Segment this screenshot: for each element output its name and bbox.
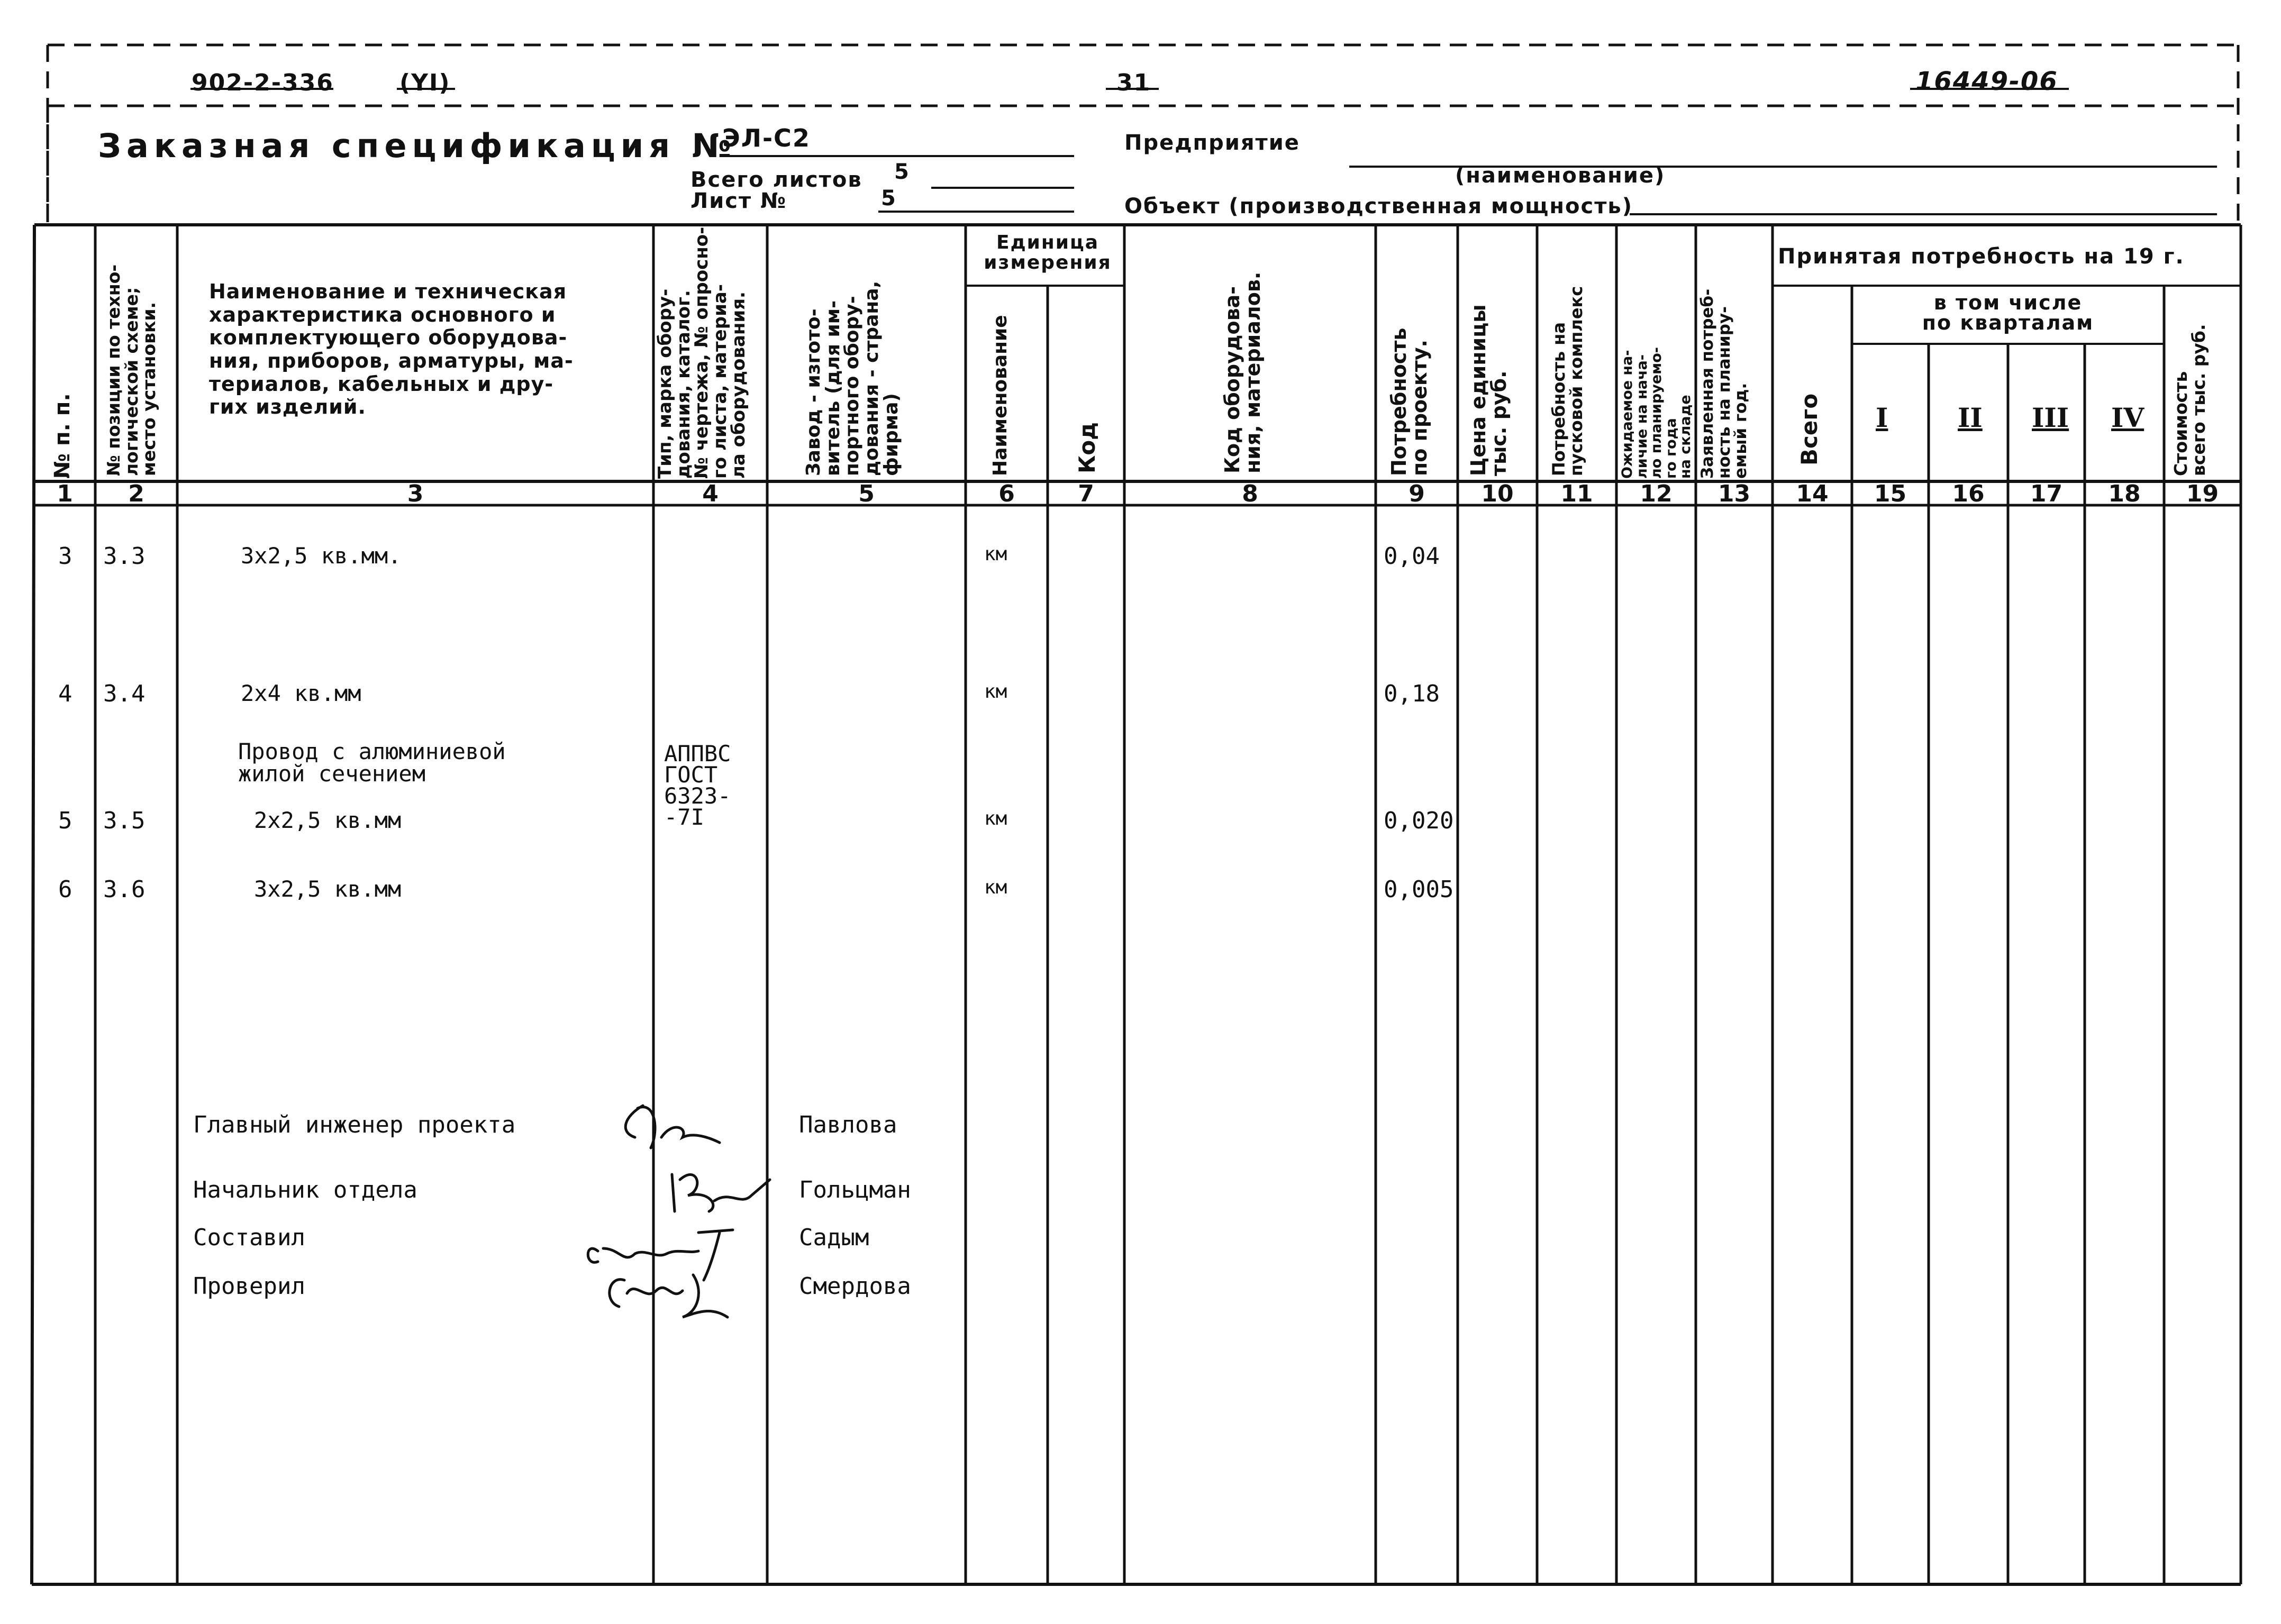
column-number: 10 bbox=[1481, 480, 1514, 507]
header-col3: Наименование и техническая характеристика основного и комплектующего оборудова- ния, приборов, арматуры, ма- териалов, кабельных и дру- гих изделий. bbox=[209, 280, 574, 419]
header-col11: Потребность на пусковой комплекс bbox=[1549, 286, 1586, 476]
row-number: 3 bbox=[58, 543, 72, 570]
row-name: 3х2,5 кв.мм. bbox=[241, 543, 402, 569]
row-quantity: 0,020 bbox=[1384, 807, 1454, 834]
signature-role: Начальник отдела bbox=[193, 1176, 417, 1203]
page-number: 31 bbox=[1116, 69, 1151, 96]
wire-group-label: Провод с алюминиевой жилой сечением bbox=[238, 738, 506, 787]
header-col6: Наименование bbox=[989, 315, 1011, 476]
signature-role: Главный инженер проекта bbox=[193, 1111, 516, 1138]
header-col1: № п. п. bbox=[50, 393, 75, 479]
signature-role: Составил bbox=[193, 1224, 305, 1251]
row-unit: км bbox=[984, 877, 1007, 898]
wire-type-spec: АППВС ГОСТ 6323- -7I bbox=[664, 741, 731, 830]
header-col10: Цена единицы тыс. руб. bbox=[1467, 304, 1511, 476]
header-quarter-2: II bbox=[1958, 402, 1983, 433]
album-number: (YI) bbox=[399, 69, 451, 96]
column-number: 1 bbox=[57, 480, 73, 507]
row-name: 3х2,5 кв.мм bbox=[254, 876, 402, 902]
total-sheets-value: 5 bbox=[894, 160, 910, 184]
header-col5: Завод - изгото- витель (для им- портного обору- дования - страна, фирма) bbox=[803, 280, 902, 476]
doc-code: 902-2-336 bbox=[192, 69, 334, 96]
object-label: Объект (производственная мощность) bbox=[1124, 194, 1633, 218]
column-number: 2 bbox=[128, 480, 144, 507]
header-accepted-title: Принятая потребность на 19 г. bbox=[1778, 244, 2185, 269]
spec-title: Заказная спецификация № bbox=[98, 126, 737, 165]
row-name: 2х2,5 кв.мм bbox=[254, 807, 402, 833]
header-col19: Стоимость всего тыс. руб. bbox=[2170, 324, 2209, 476]
header-col8: Код оборудова- ния, материалов. bbox=[1221, 271, 1265, 473]
signature-chief-engineer bbox=[625, 1106, 720, 1148]
signature-name: Гольцман bbox=[799, 1176, 911, 1203]
row-unit: км bbox=[984, 808, 1007, 829]
signature-role: Проверил bbox=[193, 1273, 305, 1300]
row-position: 3.5 bbox=[103, 807, 146, 834]
row-name: 2х4 кв.мм bbox=[241, 680, 361, 706]
row-number: 4 bbox=[58, 680, 72, 707]
signature-marks bbox=[588, 1106, 770, 1317]
spec-number: ЭЛ-С2 bbox=[722, 124, 811, 152]
sheet-label: Лист № bbox=[690, 189, 787, 213]
enterprise-label: Предприятие bbox=[1124, 131, 1300, 155]
signature-checked-by bbox=[610, 1275, 728, 1317]
header-quarter-3: III bbox=[2032, 402, 2069, 433]
header-quarter-4: IV bbox=[2111, 402, 2144, 433]
row-unit: км bbox=[984, 543, 1007, 565]
header-col2: № позиции по техно- логической схеме; место установки. bbox=[103, 264, 160, 476]
row-position: 3.4 bbox=[103, 680, 146, 707]
column-number: 18 bbox=[2108, 480, 2141, 507]
column-number: 3 bbox=[407, 480, 424, 507]
column-number: 11 bbox=[1560, 480, 1593, 507]
header-quarters-title: в том числе по кварталам bbox=[1922, 291, 2094, 334]
column-number: 7 bbox=[1078, 480, 1094, 507]
column-number: 15 bbox=[1874, 480, 1907, 507]
row-quantity: 0,005 bbox=[1384, 876, 1454, 903]
header-col14: Всего bbox=[1796, 393, 1822, 466]
column-number: 9 bbox=[1408, 480, 1425, 507]
column-number: 6 bbox=[998, 480, 1015, 507]
header-col9: Потребность по проекту. bbox=[1387, 327, 1431, 476]
column-number: 14 bbox=[1796, 480, 1829, 507]
row-unit: км bbox=[984, 681, 1007, 702]
column-number: 12 bbox=[1640, 480, 1673, 507]
signature-name: Павлова bbox=[799, 1111, 897, 1138]
header-quarter-1: I bbox=[1876, 402, 1888, 433]
total-sheets-label: Всего листов bbox=[690, 168, 862, 192]
header-col13: Заявленная потреб- ность на планиру- емый год. bbox=[1698, 288, 1751, 479]
column-number: 19 bbox=[2186, 480, 2219, 507]
signature-head-of-department bbox=[672, 1174, 770, 1211]
signature-name: Садым bbox=[799, 1224, 869, 1251]
signature-name: Смердова bbox=[799, 1273, 911, 1300]
header-units-group: Единица измерения bbox=[984, 232, 1112, 273]
row-number: 5 bbox=[58, 807, 72, 834]
header-col12: Ожидаемое на- личие на нача- ло планируемо- го года на складе bbox=[1619, 346, 1694, 479]
doc-id: 16449-06 bbox=[1915, 67, 2058, 96]
row-number: 6 bbox=[58, 876, 72, 903]
header-col4: Тип, марка обору- дования, каталог. № чертежа, № опросно- го листа, материа- ла оборудования. bbox=[655, 226, 749, 479]
column-number: 4 bbox=[702, 480, 719, 507]
row-position: 3.3 bbox=[103, 543, 146, 570]
row-quantity: 0,04 bbox=[1384, 543, 1440, 570]
column-number: 8 bbox=[1242, 480, 1258, 507]
row-quantity: 0,18 bbox=[1384, 680, 1440, 707]
sheet-number: 5 bbox=[881, 186, 897, 211]
signature-compiled-by bbox=[588, 1230, 733, 1280]
column-number: 13 bbox=[1717, 480, 1751, 507]
enterprise-caption: (наименование) bbox=[1455, 163, 1666, 188]
header-col7: Код bbox=[1074, 422, 1100, 473]
column-number: 17 bbox=[2030, 480, 2063, 507]
column-number: 5 bbox=[858, 480, 875, 507]
column-number: 16 bbox=[1952, 480, 1985, 507]
row-position: 3.6 bbox=[103, 876, 146, 903]
